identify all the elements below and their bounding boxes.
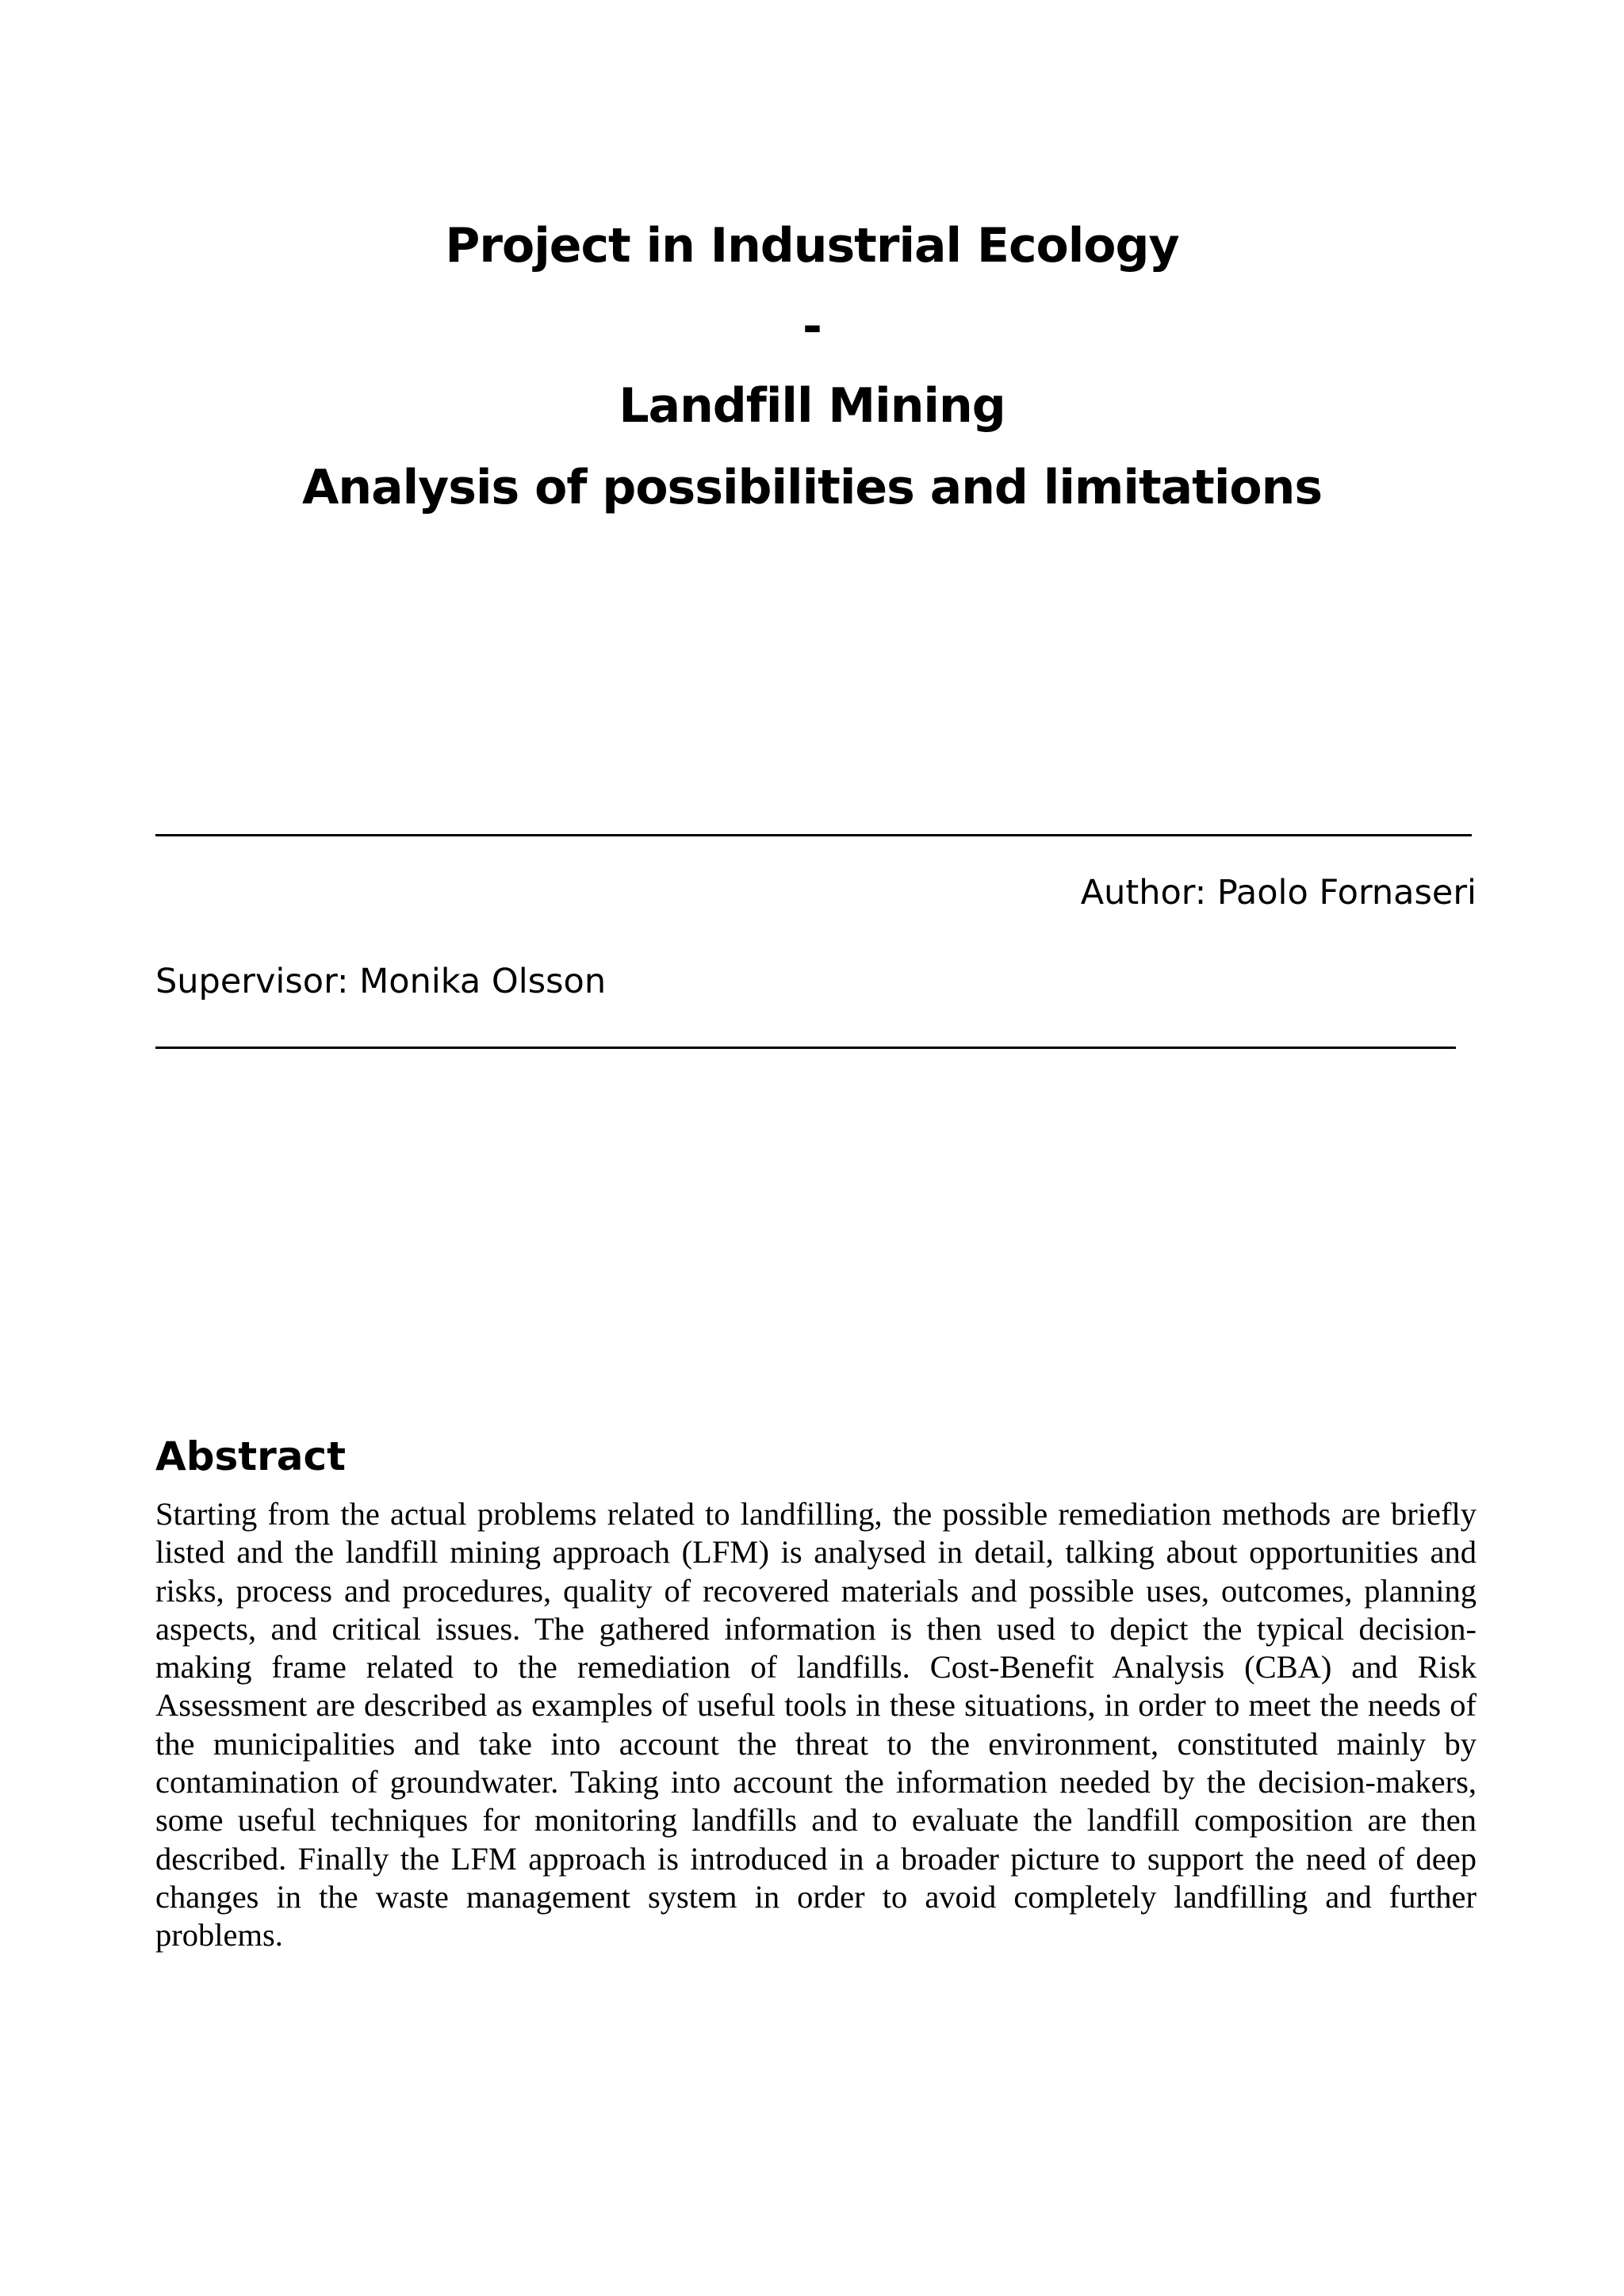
document-title-line-1: Project in Industrial Ecology bbox=[445, 218, 1179, 274]
document-subtitle: Analysis of possibilities and limitations bbox=[301, 460, 1323, 515]
author-line: Author: Paolo Fornaseri bbox=[1080, 873, 1477, 913]
abstract-body: Starting from the actual problems related to landfilling, the possible remediation methods are briefly listed and the landfill mining approach (LFM) is analysed in detail, talking about opportunities and risks, process and procedures, quality of recovered materials and possible uses, outcomes, planning aspects, and critical issues. The gathered information is then used to depict the typical decision-making frame related to the remediation of landfills. Cost-Benefit Analysis (CBA) and Risk Assessment are described as examples of useful tools in these situations, in order to meet the needs of the municipalities and take into account the threat to the environment, constituted mainly by contamination of groundwater. Taking into account the information needed by the decision-makers, some useful techniques for monitoring landfills and to evaluate the landfill composition are then described. Finally the LFM approach is introduced in a broader picture to support the need of deep changes in the waste management system in order to avoid completely landfilling and further problems. bbox=[155, 1496, 1477, 1954]
document-title-line-2: Landfill Mining bbox=[619, 378, 1005, 434]
divider-top bbox=[155, 834, 1472, 836]
abstract-heading: Abstract bbox=[155, 1433, 347, 1479]
divider-bottom bbox=[155, 1047, 1456, 1049]
document-title-separator: - bbox=[802, 299, 822, 354]
supervisor-line: Supervisor: Monika Olsson bbox=[155, 962, 607, 1001]
